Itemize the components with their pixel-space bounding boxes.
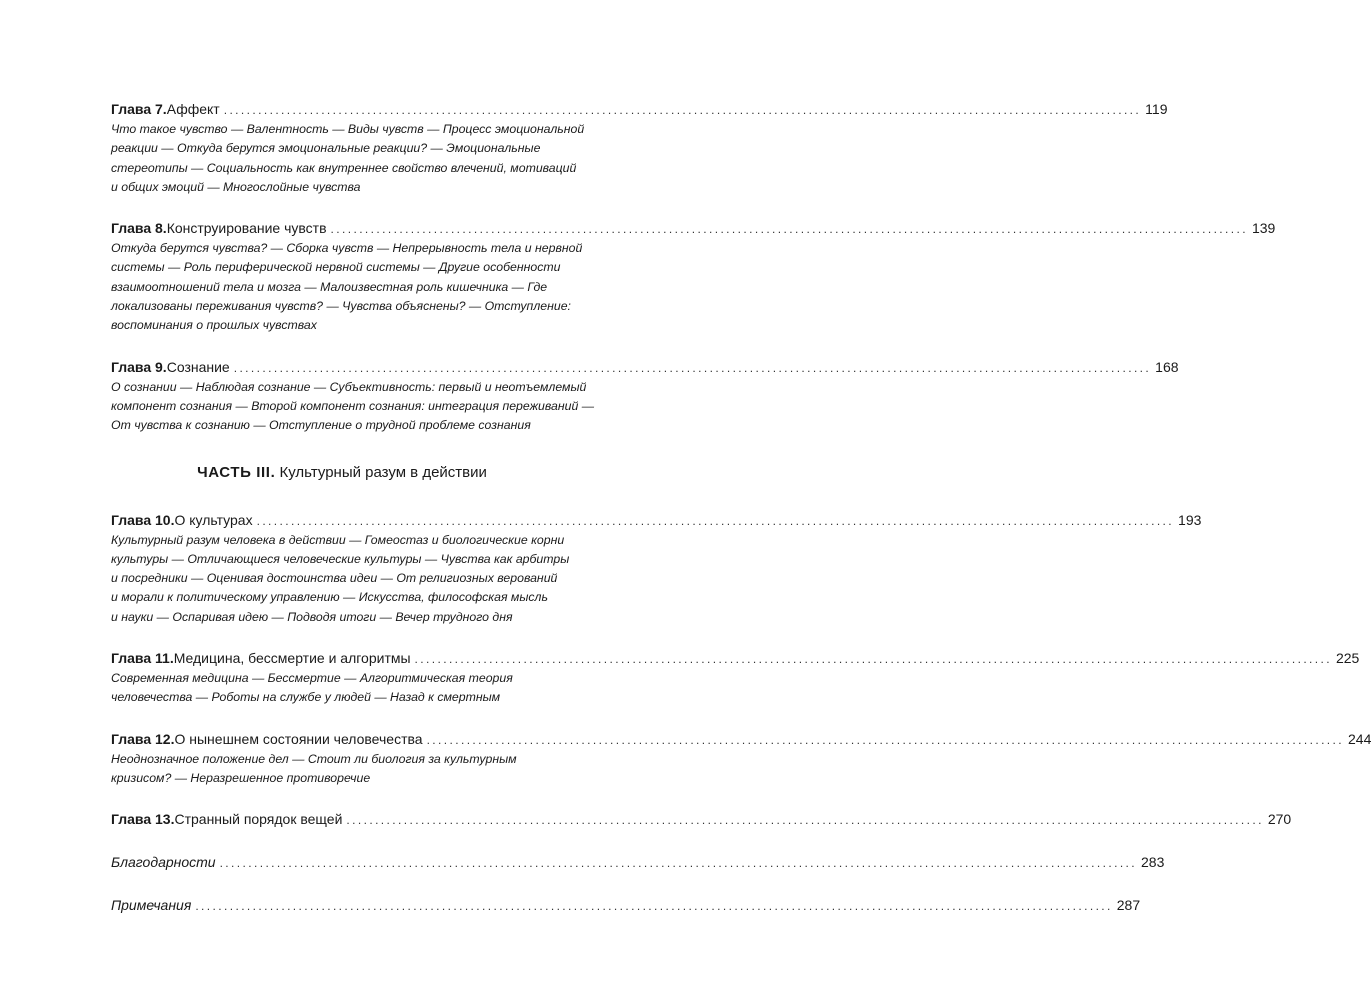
chapter-label: Глава 8. xyxy=(111,220,167,237)
chapter-description xyxy=(111,531,573,627)
chapter-description xyxy=(111,669,573,708)
toc-entry-heading[interactable] xyxy=(111,649,1360,668)
part-title: Культурный разум в действии xyxy=(279,463,487,481)
page-number: 139 xyxy=(1251,220,1276,237)
toc-entry-acknowledgements xyxy=(111,853,1165,872)
page-number: 119 xyxy=(1145,101,1168,117)
page-number: 193 xyxy=(1178,511,1202,528)
chapter-title: Сознание xyxy=(166,358,230,375)
toc-entry-chapter-13 xyxy=(111,810,1292,829)
toc-entry-heading[interactable] xyxy=(111,511,1202,530)
dot-leader: ................................................................................................................................................................ xyxy=(219,856,1138,871)
description-line: и общих эмоций — Многослойные чувства xyxy=(111,179,361,194)
toc-entry-notes xyxy=(111,896,1141,915)
chapter-label: Глава 7. xyxy=(111,101,167,117)
description-line: От чувства к сознанию — Отступление о трудной проблеме сознания xyxy=(111,418,531,433)
description-line: человечества — Роботы на службе у людей — Назад к смертным xyxy=(111,690,501,705)
toc-entry-heading[interactable] xyxy=(111,730,1371,749)
section-title: Примечания xyxy=(111,897,192,914)
toc-entry-heading[interactable] xyxy=(111,100,1168,119)
description-line: Современная медицина — Бессмертие — Алгоритмическая теория xyxy=(111,671,513,686)
chapter-title: Странный порядок вещей xyxy=(174,811,343,828)
toc-entry-heading[interactable] xyxy=(111,896,1141,915)
page-number: 283 xyxy=(1141,854,1165,871)
chapter-title: Аффект xyxy=(166,101,220,117)
toc-entry-chapter-9 xyxy=(111,358,1179,436)
section-title: Благодарности xyxy=(111,854,216,871)
page-number: 270 xyxy=(1267,811,1292,828)
table-of-contents xyxy=(111,100,1371,939)
chapter-label: Глава 9. xyxy=(111,358,167,375)
toc-entry-heading[interactable] xyxy=(111,358,1179,377)
page-number: 287 xyxy=(1116,897,1141,914)
part-label: ЧАСТЬ III. xyxy=(197,463,276,481)
toc-entry-heading[interactable] xyxy=(111,853,1165,872)
chapter-label: Глава 13. xyxy=(111,811,175,828)
description-line: и посредники — Оценивая достоинства идеи — От религиозных верований xyxy=(111,571,558,586)
dot-leader: ................................................................................................................................................................ xyxy=(346,813,1264,828)
toc-entry-chapter-11 xyxy=(111,649,1360,708)
toc-entry-chapter-7 xyxy=(111,100,1168,197)
dot-leader: ................................................................................................................................................................ xyxy=(414,652,1332,667)
dot-leader: ................................................................................................................................................................ xyxy=(223,103,1142,117)
chapter-description xyxy=(111,120,585,197)
chapter-title: Медицина, бессмертие и алгоритмы xyxy=(173,650,411,667)
dot-leader: ................................................................................................................................................................ xyxy=(330,222,1248,237)
chapter-title: Конструирование чувств xyxy=(166,220,327,237)
description-line: воспоминания о прошлых чувствах xyxy=(111,318,317,333)
chapter-description xyxy=(111,239,583,335)
description-line: взаимоотношений тела и мозга — Малоизвестная роль кишечника — Где xyxy=(111,279,548,294)
toc-entry-chapter-10 xyxy=(111,511,1202,627)
page-number: 225 xyxy=(1335,650,1360,667)
description-line: Что такое чувство — Валентность — Виды чувств — Процесс эмоциональной xyxy=(111,122,585,136)
chapter-title: О нынешнем состоянии человечества xyxy=(174,730,423,747)
description-line: стереотипы — Социальность как внутреннее свойство влечений, мотиваций xyxy=(111,160,577,175)
toc-entry-chapter-12 xyxy=(111,730,1371,789)
description-line: О сознании — Наблюдая сознание — Субъективность: первый и неотъемлемый xyxy=(111,379,587,394)
description-line: культуры — Отличающиеся человеческие культуры — Чувства как арбитры xyxy=(111,551,570,566)
toc-entry-chapter-8 xyxy=(111,219,1276,335)
chapter-label: Глава 10. xyxy=(111,511,175,528)
description-line: реакции — Откуда берутся эмоциональные реакции? — Эмоциональные xyxy=(111,141,541,156)
description-line: и науки — Оспаривая идею — Подводя итоги — Вечер трудного дня xyxy=(111,609,513,624)
description-line: системы — Роль периферической нервной системы — Другие особенности xyxy=(111,260,561,275)
page-number: 244 xyxy=(1348,730,1371,747)
dot-leader: ................................................................................................................................................................ xyxy=(195,899,1113,914)
chapter-label: Глава 11. xyxy=(111,650,174,667)
description-line: локализованы переживания чувств? — Чувства объяснены? — Отступление: xyxy=(111,299,571,314)
dot-leader: ................................................................................................................................................................ xyxy=(256,513,1175,528)
chapter-description xyxy=(111,750,573,789)
chapter-label: Глава 12. xyxy=(111,730,175,747)
description-line: Культурный разум человека в действии — Гомеостаз и биологические корни xyxy=(111,532,565,547)
toc-entry-heading[interactable] xyxy=(111,219,1276,238)
dot-leader: ................................................................................................................................................................ xyxy=(233,360,1152,375)
description-line: компонент сознания — Второй компонент сознания: интеграция переживаний — xyxy=(111,398,595,413)
description-line: Неоднозначное положение дел — Стоит ли биология за культурным xyxy=(111,751,517,766)
page-number: 168 xyxy=(1155,358,1179,375)
dot-leader: ................................................................................................................................................................ xyxy=(426,732,1344,747)
chapter-description xyxy=(111,378,595,436)
description-line: кризисом? — Неразрешенное противоречие xyxy=(111,770,371,785)
part-heading[interactable] xyxy=(111,464,573,481)
toc-entry-heading[interactable] xyxy=(111,810,1292,829)
description-line: и морали к политическому управлению — Искусства, философская мысль xyxy=(111,590,548,605)
description-line: Откуда берутся чувства? — Сборка чувств — Непрерывность тела и нервной xyxy=(111,241,583,256)
chapter-title: О культурах xyxy=(174,511,253,528)
